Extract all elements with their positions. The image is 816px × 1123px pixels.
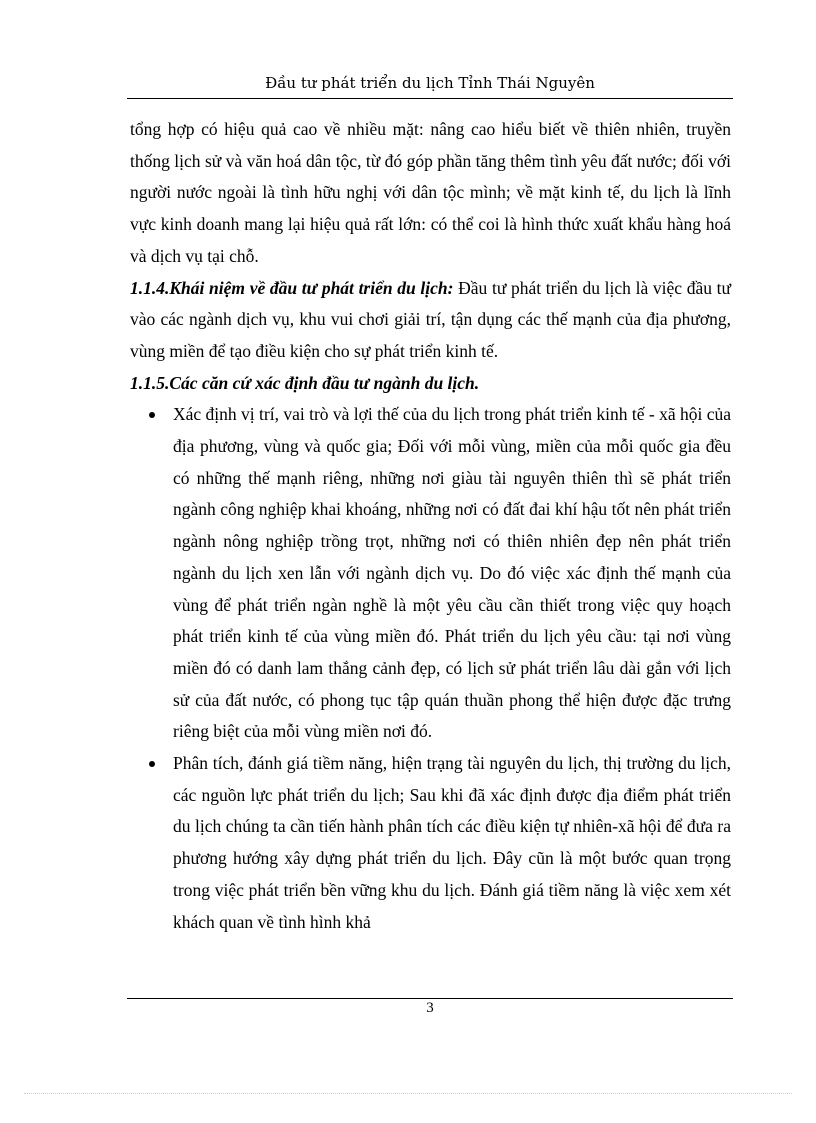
page-number: 3 <box>426 1000 434 1016</box>
section-1-1-5-bullet-list <box>130 399 731 938</box>
page-header-title: Đầu tư phát triển du lịch Tỉnh Thái Nguyên <box>265 74 595 92</box>
bullet-icon <box>149 412 155 418</box>
section-1-1-4-text: Đầu tư phát triển du lịch là việc đầu tư vào các ngành dịch vụ, khu vui chơi giải trí, tận dụng các thế mạnh của địa phương, vùng miền để tạo điều kiện cho sự phát triển kinh tế. <box>130 277 731 361</box>
section-1-1-4-heading: 1.1.4.Khái niệm về đầu tư phát triển du lịch: <box>130 277 454 298</box>
page-edge-divider <box>24 1093 792 1094</box>
document-body <box>130 114 731 938</box>
section-1-1-4-paragraph <box>130 273 731 368</box>
bullet-icon <box>149 761 155 767</box>
list-item <box>130 399 731 748</box>
intro-paragraph: tổng hợp có hiệu quả cao về nhiều mặt: nâng cao hiểu biết về thiên nhiên, truyền thống lịch sử và văn hoá dân tộc, từ đó góp phần tăng thêm tình yêu đất nước; đối với người nước ngoài là tình hữu nghị với dân tộc mình; về mặt kinh tế, du lịch là lĩnh vực kinh doanh mang lại hiệu quả rất lớn: có thể coi là hình thức xuất khẩu hàng hoá và dịch vụ tại chỗ. <box>130 119 731 266</box>
list-item <box>130 748 731 938</box>
header-divider <box>127 98 733 99</box>
list-item-text: Xác định vị trí, vai trò và lợi thế của du lịch trong phát triển kinh tế - xã hội của địa phương, vùng và quốc gia; Đối với mỗi vùng, miền của mỗi quốc gia đều có những thế mạnh riêng, những nơi giàu tài nguyên thiên thì sẽ phát triển ngành công nghiệp khai khoáng, những nơi có đất đai khí hậu tốt nên phát triển ngành nông nghiệp trồng trọt, những nơi có thiên nhiên đẹp nên phát triển ngành du lịch xen lẫn với ngành dịch vụ. Do đó việc xác định thế mạnh của vùng để phát triển ngàn nghề là một yêu cầu cần thiết trong việc quy hoạch phát triển kinh tế của vùng miền đó. Phát triển du lịch yêu cầu: tại nơi vùng miền đó có danh lam thắng cảnh đẹp, có lịch sử phát triển lâu dài gắn với lịch sử của đất nước, có phong tục tập quán thuần phong thể hiện được đặc trưng riêng biệt của mỗi vùng miền nơi đó. <box>173 404 731 742</box>
list-item-text: Phân tích, đánh giá tiềm năng, hiện trạng tài nguyên du lịch, thị trường du lịch, các nguồn lực phát triển du lịch; Sau khi đã xác định được địa điểm phát triển du lịch chúng ta cần tiến hành phân tích các điều kiện tự nhiên-xã hội để đưa ra phương hướng xây dựng phát triển du lịch. Đây cũn là một bước quan trọng trong việc phát triển bền vững khu du lịch. Đánh giá tiềm năng là việc xem xét khách quan về tình hình khả <box>173 753 731 932</box>
section-1-1-5-heading: 1.1.5.Các căn cứ xác định đầu tư ngành du lịch. <box>130 372 480 393</box>
